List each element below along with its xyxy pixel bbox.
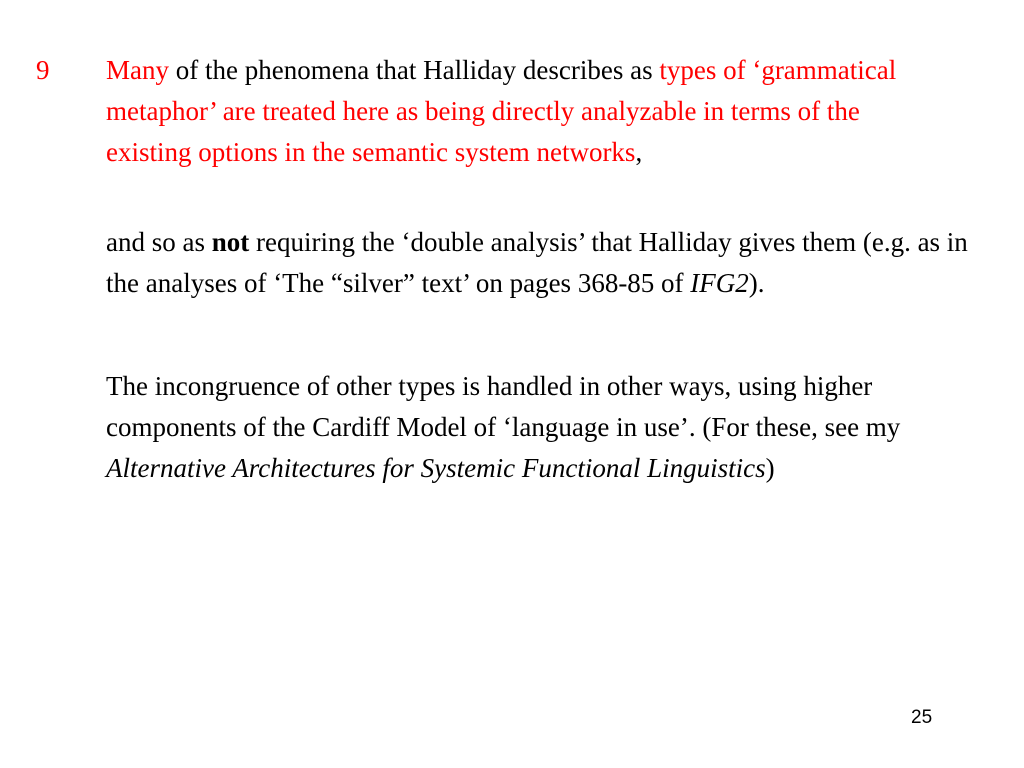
paragraph1-tail: , [635, 137, 643, 167]
highlighted-claim: types of ‘grammatical metaphor’ are treated here as being directly analyzable in terms of the existing options in the semantic system networks [106, 55, 897, 167]
item-number: 9 [36, 55, 50, 85]
page-number: 25 [911, 707, 933, 728]
paragraph-incongruence [106, 366, 976, 489]
paragraph2-start: and so as [106, 227, 212, 257]
paragraph-grammatical-metaphor [106, 50, 926, 173]
paragraph3-end: ) [765, 453, 775, 483]
paragraph1-middle: of the phenomena that Halliday describes as [169, 55, 660, 85]
paragraph-double-analysis [106, 222, 991, 304]
emphasis-not: not [211, 227, 250, 257]
lead-word: Many [106, 55, 169, 85]
paragraph2-end: ). [748, 268, 765, 298]
book-reference: IFG2 [690, 268, 749, 298]
paragraph3-start: The incongruence of other types is handled in other ways, using higher components of the Cardiff Model of ‘language in use’. (For these, see my [106, 371, 901, 442]
publication-title: Alternative Architectures for Systemic Functional Linguistics [106, 453, 766, 483]
paragraph2-middle: requiring the ‘double analysis’ that Halliday gives them (e.g. as in the analyses of ‘The “silver” text’ on pages 368-85 of [106, 227, 968, 298]
